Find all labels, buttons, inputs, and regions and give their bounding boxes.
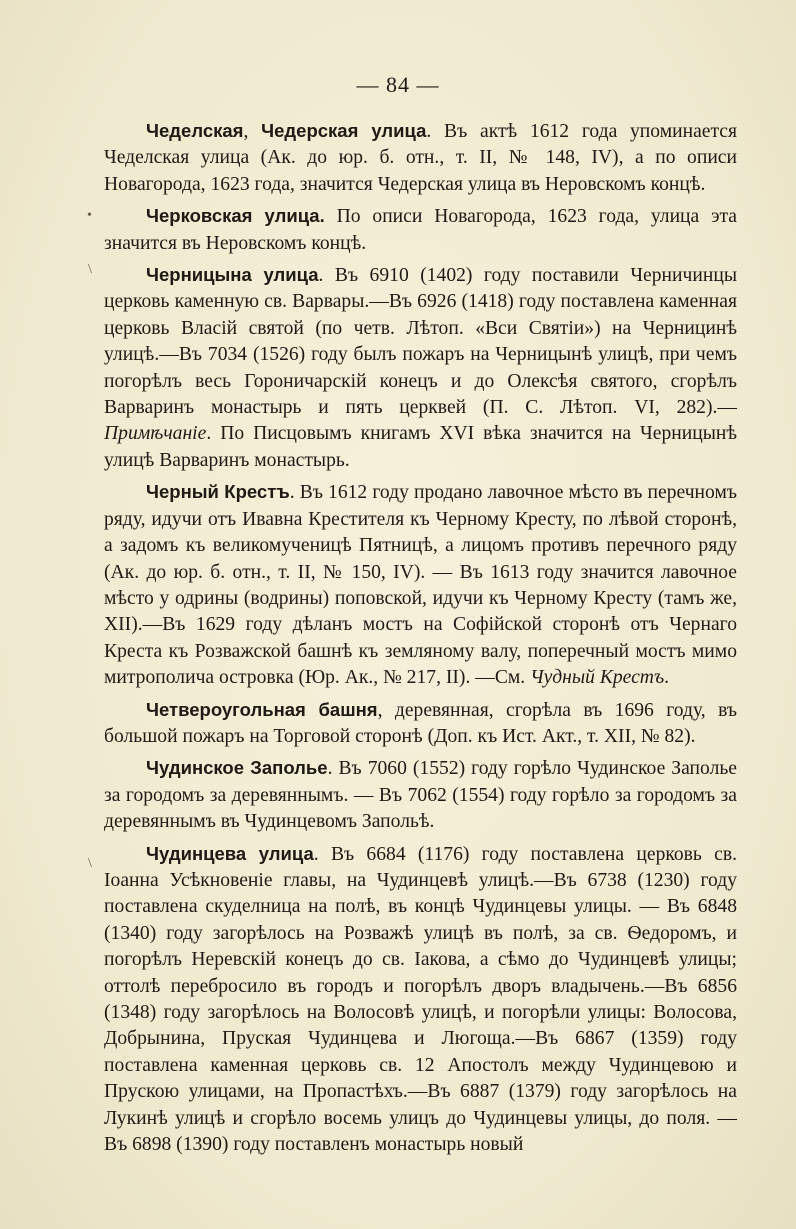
entry-text: . Въ 6684 (1176) году поставлена церковь св. Іоанна Усѣкновеніе главы, на Чудинцевѣ улицѣ.—Въ 6738 (1230) году поставлена скуделница на полѣ, въ концѣ Чудинцевы улицы. — Въ 6848 (1340) году загорѣлось на Розважѣ улицѣ въ полѣ, за св. Ѳедоромъ, и погорѣлъ Неревскій конецъ до св. Іакова, а сѣмо до Чудинцевѣ улицы; оттолѣ перебросило въ городъ и погорѣлъ дворъ владычень.—Въ 6856 (1348) году загорѣлось на Волосовѣ улицѣ, и погорѣли улицы: Волосова, Добрынина, Пруская Чудинцева и Люгоща.—Въ 6867 (1359) году поставлена каменная церковь св. 12 Апостолъ между Чудинцевою и Прускою улицами, на Пропастѣхъ.—Въ 6887 (1379) году загорѣлось на Лукинѣ улицѣ и сгорѣло восемь улицъ до Чудинцевы улицы, до поля. — Въ 6898 (1390) году поставленъ монастырь новый [104, 843, 737, 1156]
entry-headword: Черный Крестъ [146, 481, 290, 503]
entry-chernitsyna [104, 262, 737, 474]
page-number: — 84 — [356, 72, 440, 97]
margin-tick: \ [88, 856, 92, 871]
page-text [104, 118, 737, 1163]
margin-tick: \ [88, 262, 92, 277]
entry-chetverougolnaya [104, 697, 737, 751]
entry-cherny-krest [104, 479, 737, 691]
entry-headword: Черницына улица [146, 264, 319, 286]
entry-text: . Въ актѣ 1612 года упоминается Чеделская улица (Ак. до юр. б. отн., т. II, № 148, IV), а по описи Новагорода, 1623 года, значится Чедерская улица въ Неровскомъ концѣ. [104, 121, 737, 195]
entry-text: , [243, 121, 249, 142]
entry-text: . [664, 667, 670, 689]
entry-headword: Черковская улица. [146, 205, 325, 227]
entry-cherkovskaya [104, 203, 737, 257]
entry-headword: Четвероугольная башня [146, 698, 378, 720]
entry-headword: Чедерская улица [261, 120, 427, 141]
entry-chudintseva [104, 841, 737, 1159]
entry-text: По описи Новагорода, 1623 года, улица эта значится въ Неровскомъ концѣ. [104, 206, 737, 254]
entry-headword: Чеделская [146, 120, 244, 141]
margin-dot: • [87, 208, 92, 223]
entry-text: . Въ 1612 году продано лавочное мѣсто въ перечномъ ряду, идучи отъ Ивавна Крестителя къ Черному Кресту, по лѣвой сторонѣ, а задомъ къ великомученицѣ Пятницѣ, а лицомъ противъ перечного ряду (Ак. до юр. б. отн., т. II, № 150, IV). — Въ 1613 году значится лавочное мѣсто у одрины (водрины) поповской, идучи къ Черному Кресту (тамъ же, XII).—Въ 1629 году дѣланъ мостъ на Софійской сторонѣ отъ Чернаго Креста къ Розважской башнѣ къ земляному валу, поперечный мостъ мимо митрополича островка (Юр. Ак., № 217, II). —См. [104, 482, 737, 689]
entry-text: . Въ 7060 (1552) году горѣло Чудинское Заполье за городомъ за деревяннымъ. — Въ 7062 (1554) году горѣло за городомъ за деревяннымъ въ Чудинцевомъ Запольѣ. [104, 758, 737, 833]
entry-chudinskoe-zapole [104, 755, 737, 835]
entry-text: . По Писцовымъ книгамъ XVI вѣка значится на Черницынѣ улицѣ Варваринъ монастырь. [104, 423, 737, 471]
entry-text: , деревянная, сгорѣла въ 1696 году, въ большой пожаръ на Торговой сторонѣ (Доп. къ Ист. Акт., т. XII, № 82). [104, 699, 737, 747]
entry-headword: Чудинцева улица [146, 842, 314, 864]
cross-reference: Чудный Крестъ [530, 667, 665, 689]
entry-headword: Чудинское Заполье [146, 757, 328, 779]
entry-chedelskaya [104, 118, 737, 198]
entry-text: . Въ 6910 (1402) году поставили Черничинцы церковь каменную св. Варвары.—Въ 6926 (1418) году поставлена каменная церковь Власій святой (по четв. Лѣтоп. «Вси Святіи») на Черницинѣ улицѣ.—Въ 7034 (1526) году былъ пожаръ на Черницынѣ улицѣ, при чемъ погорѣлъ весь Гороничарскій конецъ и до Олексѣя святого, сгорѣлъ Варваринъ монастырь и пять церквей (П. С. Лѣтоп. VI, 282).— [104, 265, 737, 419]
note-label: Примѣчаніе [104, 423, 207, 445]
